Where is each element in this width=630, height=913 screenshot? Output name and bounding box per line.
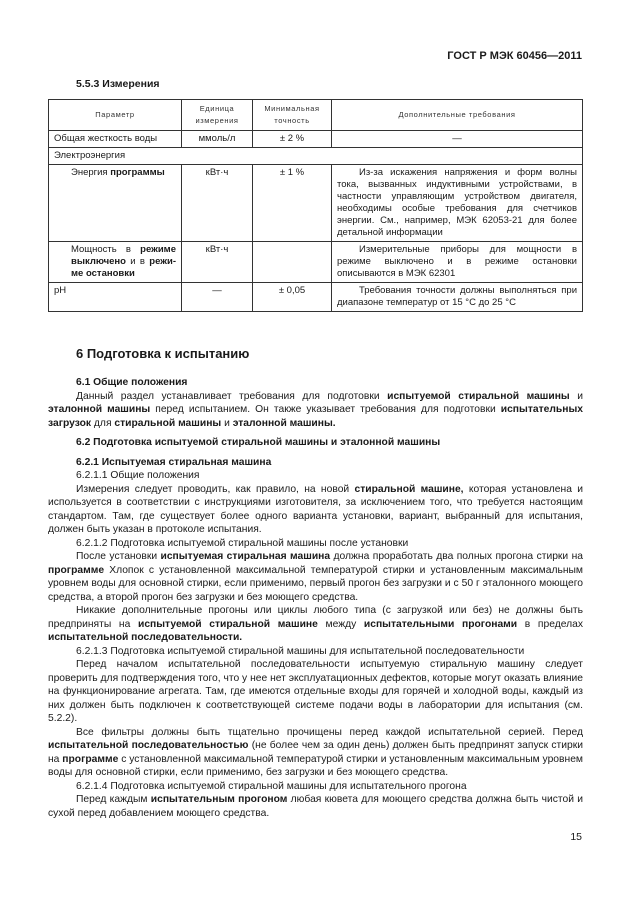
table-row	[49, 148, 583, 165]
term: испытательной последовательности.	[48, 632, 243, 643]
paragraph	[48, 390, 583, 431]
param-term: режиме выключено	[71, 244, 176, 267]
paragraph	[48, 604, 583, 645]
term: эталонной машины	[48, 404, 151, 415]
cell-accuracy: ± 2 %	[253, 131, 332, 148]
subsection-6-2-heading: 6.2 Подготовка испытуемой стиральной машины и эталонной машины	[76, 437, 441, 448]
cell-param	[49, 242, 182, 283]
cell-requirements: Требования точности должны выполняться при диапазоне температур от 15 °С до 25 °С	[332, 283, 583, 312]
text: Перед каждым	[76, 794, 151, 805]
subsection-6-2-1-heading: 6.2.1 Испытуемая стиральная машина	[76, 456, 272, 468]
col-header-parameter: Параметр	[49, 100, 182, 131]
subsection-6-1-heading: 6.1 Общие положения	[76, 377, 188, 388]
cell-accuracy	[253, 242, 332, 283]
term: испытательных загрузок	[48, 404, 583, 429]
text: любая кювета для моющего средства должна быть чистой и сухой перед добавлением моющего средства.	[48, 794, 583, 819]
term: стиральной машины	[114, 417, 222, 429]
cell-requirements: Из-за искажения напряжения и форм волны тока, вызванных индуктивными устройствами, в частности управляющим устройством двигателя, необходимы особые требования для счетчиков энергии. См., например, МЭК 62053-21 для более детальной информации	[332, 165, 583, 242]
paragraph	[48, 726, 583, 780]
term: испытуемая стиральная машина	[160, 551, 331, 562]
cell-unit: ммоль/л	[182, 131, 253, 148]
cell-param: Электроэнергия	[49, 148, 583, 165]
text: перед испытанием. Он также указывает требования для подготовки	[150, 404, 501, 415]
col-header-accuracy: Минимальная точность	[253, 100, 332, 131]
subsection-6-2-1-4-heading: 6.2.1.4 Подготовка испытуемой стиральной машины для испытательного прогона	[76, 780, 467, 792]
text: Все фильтры должны быть тщательно прочищены перед каждой испытательной серией. Перед	[76, 726, 583, 738]
cell-unit: кВт·ч	[182, 242, 253, 283]
measurements-table	[48, 99, 583, 312]
text: для	[91, 417, 115, 429]
term: программе	[62, 753, 119, 765]
text: которая установлена и используется в соответствии с инструкциями изготовителя, за исключением того, что требуется настоящим стандартом. Там, где существует более одного варианта установки, вариант, выбранный для испытания, должен быть указан в протоколе испытания.	[48, 483, 583, 535]
paragraph	[48, 550, 583, 604]
text: После установки	[76, 551, 161, 562]
table-row	[49, 242, 583, 283]
cell-param: pH	[49, 283, 182, 312]
col-header-requirements: Дополнительные требования	[332, 100, 583, 131]
paragraph	[48, 793, 583, 820]
table-header-row	[49, 100, 583, 131]
table-row	[49, 283, 583, 312]
cell-param	[49, 165, 182, 242]
section-6-body	[48, 376, 583, 820]
term: стиральной машине,	[354, 483, 464, 495]
term: испытательной последовательностью	[48, 740, 249, 751]
cell-requirements: Измерительные приборы для мощности в режиме выключено и в режиме остановки описываются в МЭК 62301	[332, 242, 583, 283]
cell-unit: —	[182, 283, 253, 312]
cell-accuracy: ± 1 %	[253, 165, 332, 242]
section-5-5-3-heading: 5.5.3 Измерения	[76, 78, 160, 90]
page-number: 15	[570, 831, 582, 843]
param-text: Мощность в	[71, 244, 141, 255]
document-header: ГОСТ Р МЭК 60456—2011	[447, 50, 582, 62]
text: и	[569, 390, 583, 402]
text: должна проработать два полных прогона стирки на	[330, 551, 584, 562]
text: Хлопок с установленной максимальной температурой стирки и установленным максимальным уровнем воды для основной стирки, если применимо, первый прогон без загрузки и с 50 г эталонного моющего средства, а второй прогон без загрузки и без моющего средства.	[48, 564, 583, 603]
text: в пределах	[517, 618, 583, 630]
text: с установленной максимальной температурой стирки и установленным максимальным уровнем воды для основной стирки, если применимо, без загрузки и без моющего средства.	[48, 753, 583, 778]
param-term: режи-ме остановки	[71, 256, 176, 279]
term: эталонной машины.	[232, 417, 336, 429]
param-text: и в	[125, 256, 150, 267]
param-text: Энергия	[71, 167, 111, 178]
table-row	[49, 131, 583, 148]
term: испытуемой стиральной машины	[387, 390, 570, 402]
cell-requirements: —	[332, 131, 583, 148]
text: Данный раздел устанавливает требования для подготовки	[76, 390, 388, 402]
section-6-heading: 6 Подготовка к испытанию	[76, 346, 250, 361]
paragraph: Перед началом испытательной последовательности испытуемую стиральную машину следует проверить для подтверждения того, что у нее нет эксплуатационных дефектов, которые могут оказать влияние на функционирование агрегата. Там, где имеются отдельные входы для горячей и холодной воды, каждый из них должен быть подключен к соответствующей системе подачи воды в лаборатории для испытания (см. 5.2.2).	[48, 659, 583, 724]
text: между	[317, 618, 364, 630]
text: (не более чем за один день) должен быть предпринят запуск стирки на	[48, 740, 583, 765]
paragraph	[48, 483, 583, 537]
subsection-6-2-1-3-heading: 6.2.1.3 Подготовка испытуемой стиральной машины для испытательной последовательности	[76, 645, 525, 657]
subsection-6-2-1-1-heading: 6.2.1.1 Общие положения	[76, 470, 200, 481]
col-header-unit: Единица измерения	[182, 100, 253, 131]
cell-param: Общая жесткость воды	[49, 131, 182, 148]
cell-unit: кВт·ч	[182, 165, 253, 242]
cell-accuracy: ± 0,05	[253, 283, 332, 312]
table-row	[49, 165, 583, 242]
term: испытательными прогонами	[363, 618, 518, 630]
term: испытуемой стиральной машине	[137, 618, 318, 630]
term: программе	[48, 564, 105, 576]
term: испытательным прогоном	[150, 794, 288, 805]
subsection-6-2-1-2-heading: 6.2.1.2 Подготовка испытуемой стиральной машины после установки	[76, 537, 409, 549]
text: Никакие дополнительные прогоны или циклы любого типа (с загрузкой или без) не должны быть предприняты на	[48, 605, 583, 630]
text: Измерения следует проводить, как правило, на новой	[76, 483, 355, 495]
text: и	[221, 417, 233, 429]
param-term: программы	[110, 167, 165, 178]
